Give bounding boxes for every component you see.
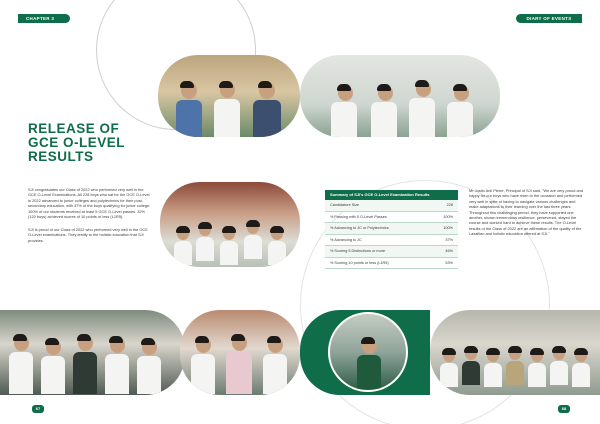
row-label: Candidature Size [330, 203, 360, 208]
photo-green-frame [300, 310, 430, 395]
table-title: Summary of SJI's GCE O-Level Examination Results [325, 190, 458, 200]
row-label: % Scoring 10 points or less (L1R5) [330, 260, 389, 265]
intro-paragraph: SJI is proud of our Class of 2022 who performed very well in the GCE O-Level examinations. They testify to the holistic education that SJI provides. [28, 227, 148, 243]
table-row [325, 212, 458, 224]
intro-paragraph: SJI congratulates our Class of 2022 who performed very well in the GCE O-Level Examinations. All 228 boys who sat for the GCE O-Level in 2022 advanced to junior colleges and polytechnics for their post-secondary education, with 37% of the boys qualifying for junior college. 100% of our students received at least 5 GCE O-Level passes. 32% (120 boys) achieved scores of 10 points or less (L1R5). [28, 187, 151, 220]
photo-students-celebrating [0, 310, 185, 395]
row-label: % Advancing to JC [330, 237, 362, 242]
photo-teachers-students [180, 310, 300, 395]
row-label: % Advancing to JC or Polytechnics [330, 226, 389, 231]
table-row [325, 200, 458, 212]
row-label: % Passing with 5 O-Level Passes [330, 214, 387, 219]
row-value: 37% [445, 237, 453, 242]
row-label: % Scoring 5 Distinctions or more [330, 249, 386, 254]
row-value: 100% [443, 226, 453, 231]
results-table [325, 190, 458, 269]
photo-class-group [430, 310, 600, 395]
photo-students-group [300, 55, 500, 137]
page-number-right: 68 [558, 405, 570, 413]
page-number-left: 67 [32, 405, 44, 413]
section-tag: DIARY OF EVENTS [516, 14, 582, 23]
row-value: 46% [445, 249, 453, 254]
row-value: 100% [443, 214, 453, 219]
table-row [325, 223, 458, 235]
row-value: 228 [446, 203, 453, 208]
photo-results-hall [160, 182, 300, 267]
chapter-tag: CHAPTER 3 [18, 14, 70, 23]
table-row [325, 258, 458, 270]
row-value: 53% [445, 260, 453, 265]
table-row [325, 235, 458, 247]
page-title: RELEASE OF GCE O-LEVEL RESULTS [28, 121, 126, 164]
table-row [325, 246, 458, 258]
principal-quote: Mr Justin Anil Pierre, Principal of SJI said, "We are very proud and happy for our boys who have risen to the occasion and performed very well in spite of having to navigate various challenges and make adaptations to their learning over the last three years. Throughout this challenging period, they have supported one another, shown tremendous resilience, persevered, stayed the course and worked hard to achieve these results. The O-Level results of the Class of 2022 are an affirmation of the quality of the Lasallian and holistic education offered at SJI." [469, 188, 583, 237]
